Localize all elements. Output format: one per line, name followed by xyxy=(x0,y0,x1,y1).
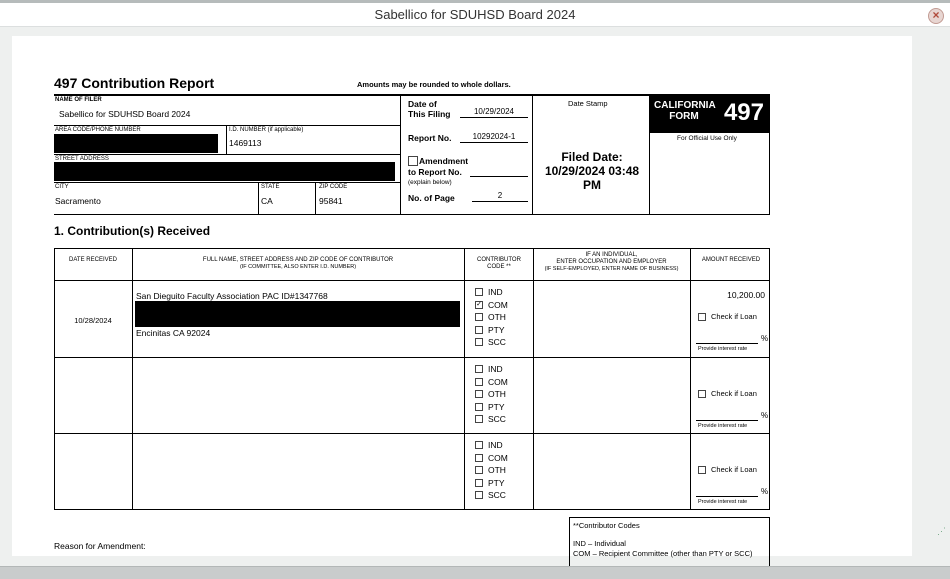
code-label-scc: SCC xyxy=(488,337,506,347)
check-if-loan-label: Check if Loan xyxy=(711,389,757,398)
close-icon: × xyxy=(932,8,940,22)
row-rule-1 xyxy=(54,357,770,358)
no-of-page-label: No. of Page xyxy=(408,193,455,203)
code-label-oth: OTH xyxy=(488,389,506,399)
redacted-phone xyxy=(54,134,218,153)
code-label-pty: PTY xyxy=(488,477,505,488)
form-number: 497 xyxy=(723,99,764,126)
street-label: STREET ADDRESS xyxy=(55,156,109,162)
divider-state-zip xyxy=(315,182,316,214)
phone-label: AREA CODE/PHONE NUMBER xyxy=(55,127,141,133)
report-no-label: Report No. xyxy=(408,133,452,143)
interest-rate-line xyxy=(696,496,758,497)
name-of-filer: Sabellico for SDUHSD Board 2024 xyxy=(59,109,191,119)
header-amount: AMOUNT RECEIVED xyxy=(701,257,761,263)
code-checkbox-scc[interactable] xyxy=(475,338,483,346)
code-label-oth: OTH xyxy=(488,312,506,322)
form-page xyxy=(12,36,912,556)
zip-value: 95841 xyxy=(319,196,343,206)
header-occupation-1: IF AN INDIVIDUAL, xyxy=(585,252,638,258)
state-label: STATE xyxy=(261,184,280,190)
percent-sign: % xyxy=(761,411,769,420)
rule-name xyxy=(54,125,400,126)
col-line-4 xyxy=(690,248,691,509)
col-line-3 xyxy=(533,248,534,509)
code-label-pty: PTY xyxy=(488,401,505,412)
interest-rate-label: Provide interest rate xyxy=(698,346,748,352)
bottom-bar xyxy=(0,566,950,579)
code-label-com: COM xyxy=(488,452,508,463)
code-checkbox-ind[interactable] xyxy=(475,441,483,449)
codes-line-2: COM – Recipient Committee (other than PTY or SCC) xyxy=(573,549,753,558)
rounded-note: Amounts may be rounded to whole dollars. xyxy=(357,80,511,89)
state-value: CA xyxy=(261,196,273,206)
col-line-5 xyxy=(769,248,770,509)
section-title: 1. Contribution(s) Received xyxy=(54,224,211,238)
codes-line-1: IND – Individual xyxy=(573,539,626,548)
date-filing-label-2: This Filing xyxy=(408,109,451,119)
code-checkbox-com[interactable] xyxy=(475,454,483,462)
name-of-filer-label: NAME OF FILER xyxy=(55,97,102,103)
amendment-label-2: to Report No. xyxy=(408,167,462,177)
close-button[interactable] xyxy=(928,8,944,24)
city-label: CITY xyxy=(55,184,69,190)
loan-checkbox[interactable] xyxy=(698,313,706,321)
reason-for-amendment: Reason for Amendment: xyxy=(54,541,146,551)
code-checkbox-pty[interactable] xyxy=(475,479,483,487)
id-label: I.D. NUMBER (if applicable) xyxy=(229,127,304,133)
col-line-1 xyxy=(132,248,133,509)
interest-rate-label: Provide interest rate xyxy=(698,499,748,505)
redacted-address xyxy=(135,301,460,327)
city-value: Sacramento xyxy=(55,196,101,206)
code-label-com: COM xyxy=(488,376,508,387)
header-code: CONTRIBUTOR CODE ** xyxy=(477,257,521,270)
header-occupation-3: (IF SELF-EMPLOYED, ENTER NAME OF BUSINESS) xyxy=(544,266,679,272)
table-header-rule xyxy=(54,280,770,281)
rule-phone xyxy=(54,154,400,155)
amendment-checkbox[interactable] xyxy=(408,156,418,166)
code-checkbox-scc[interactable] xyxy=(475,415,483,423)
header-bottom-rule xyxy=(54,214,770,215)
date-stamp-label: Date Stamp xyxy=(568,99,608,108)
row-rule-3 xyxy=(54,509,770,510)
amount-received: 10,200.00 xyxy=(727,290,765,300)
row-rule-2 xyxy=(54,433,770,434)
loan-checkbox[interactable] xyxy=(698,390,706,398)
code-label-com: COM xyxy=(488,299,508,310)
percent-sign: % xyxy=(761,334,769,343)
contributor-city: Encinitas CA 92024 xyxy=(136,328,211,338)
amendment-label-1: Amendment xyxy=(419,156,469,166)
contributor-name: San Dieguito Faculty Association PAC ID#1347768 xyxy=(136,291,328,301)
table-top-rule xyxy=(54,248,770,249)
loan-checkbox[interactable] xyxy=(698,466,706,474)
header-date: DATE RECEIVED xyxy=(69,257,117,263)
divider-city-state xyxy=(258,182,259,214)
percent-sign: % xyxy=(761,487,769,496)
code-checkbox-oth[interactable] xyxy=(475,466,483,474)
code-checkbox-scc[interactable] xyxy=(475,491,483,499)
check-if-loan-label: Check if Loan xyxy=(711,312,757,321)
interest-rate-label: Provide interest rate xyxy=(698,423,748,429)
code-checkbox-oth[interactable] xyxy=(475,390,483,398)
code-label-pty: PTY xyxy=(488,324,505,335)
report-no: 10292024-1 xyxy=(460,132,528,143)
divider-filing xyxy=(532,94,533,214)
code-label-oth: OTH xyxy=(488,465,506,475)
california-form-box xyxy=(650,96,770,133)
code-checkbox-pty[interactable] xyxy=(475,403,483,411)
header-name: FULL NAME, STREET ADDRESS AND ZIP CODE OF CONTRIBUTOR xyxy=(202,257,394,263)
header-occupation-2: ENTER OCCUPATION AND EMPLOYER xyxy=(556,259,667,265)
filed-date: Filed Date: 10/29/2024 03:48 PM xyxy=(544,150,640,192)
redacted-street xyxy=(54,162,395,181)
code-label-scc: SCC xyxy=(488,490,506,500)
title-bar xyxy=(0,3,950,27)
divider-filer xyxy=(400,94,401,214)
codes-title: **Contributor Codes xyxy=(573,521,640,530)
california-label: CALIFORNIA xyxy=(654,100,716,111)
col-line-2 xyxy=(464,248,465,509)
col-line-0 xyxy=(54,248,55,509)
id-number: 1469113 xyxy=(229,138,262,148)
code-checkbox-oth[interactable] xyxy=(475,313,483,321)
window-title: Sabellico for SDUHSD Board 2024 xyxy=(374,7,576,22)
date-of-filing: 10/29/2024 xyxy=(460,107,528,118)
date-filing-label-1: Date of xyxy=(408,99,437,109)
check-if-loan-label: Check if Loan xyxy=(711,465,757,474)
no-of-page: 2 xyxy=(472,191,528,202)
code-checkbox-ind[interactable] xyxy=(475,365,483,373)
amendment-note: (explain below) xyxy=(408,179,452,186)
divider-phone-id xyxy=(226,125,227,154)
code-checkbox-com[interactable] xyxy=(475,378,483,386)
code-checkbox-pty[interactable] xyxy=(475,326,483,334)
rule-street xyxy=(54,182,400,183)
code-label-ind: IND xyxy=(488,440,503,450)
form-label: FORM xyxy=(669,111,699,122)
resize-grip-icon[interactable]: ⋰ xyxy=(937,526,946,536)
code-label-ind: IND xyxy=(488,364,503,374)
header-name-sub: (IF COMMITTEE, ALSO ENTER I.D. NUMBER) xyxy=(239,264,357,270)
code-checkbox-ind[interactable] xyxy=(475,288,483,296)
official-use: For Official Use Only xyxy=(677,135,737,142)
document-viewer[interactable] xyxy=(0,28,950,558)
code-label-ind: IND xyxy=(488,287,503,297)
code-label-scc: SCC xyxy=(488,414,506,424)
amendment-line xyxy=(470,176,528,177)
report-title: 497 Contribution Report xyxy=(54,75,215,91)
zip-label: ZIP CODE xyxy=(319,184,348,190)
interest-rate-line xyxy=(696,343,758,344)
interest-rate-line xyxy=(696,420,758,421)
row-date: 10/28/2024 xyxy=(74,316,112,325)
code-checkbox-com[interactable]: ✓ xyxy=(476,300,482,308)
